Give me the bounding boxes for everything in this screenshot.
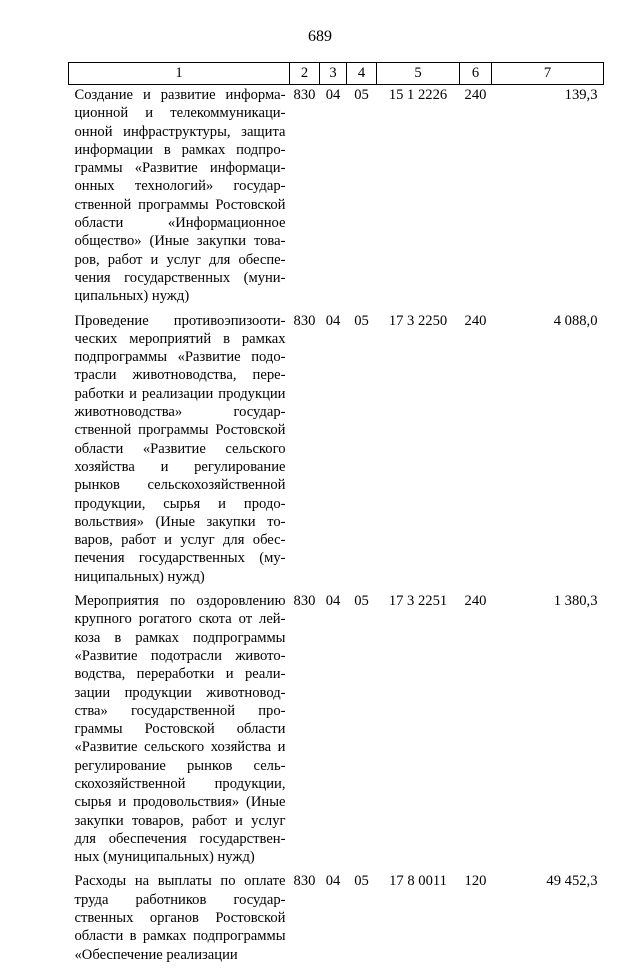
- column-header-3: 3: [320, 63, 347, 85]
- amount: 49 452,3: [546, 873, 598, 890]
- section-code: 04: [325, 87, 341, 103]
- section-code: 04: [325, 593, 341, 610]
- table-header-row: [69, 63, 604, 85]
- column-header-2: 2: [290, 63, 320, 85]
- expense-type-code: 240: [464, 87, 487, 103]
- row-description: Расходы на выплаты по оплате труда работников государственных органов Ростовской области в рамках подпрограммы «Обеспечение реализации: [74, 873, 286, 963]
- subsection-code: 05: [354, 593, 369, 610]
- table-row: [69, 592, 604, 872]
- ministry-code: 830: [293, 312, 316, 329]
- column-header-1: 1: [69, 63, 290, 85]
- amount: 1 380,3: [553, 593, 598, 610]
- row-description: Мероприятия по оздоровлению крупного рогатого скота от лейкоза в рамках подпрограммы «Развитие подотрасли животоводства, переработки и реализации продукции животноводства» государственной программы Ростовской области «Развитие сельского хозяйства и регулирование рынков сельскохозяйственной продукции, сырья и продовольствия» (Иные закупки товаров, работ и услуг для обеспечения государственных (муниципальных) нужд): [74, 593, 286, 866]
- expense-type-code: 240: [464, 312, 487, 329]
- table-row: [69, 312, 604, 592]
- target-article-code: 17 8 0011: [389, 873, 447, 890]
- subsection-code: 05: [354, 312, 369, 329]
- ministry-code: 830: [293, 593, 316, 610]
- section-code: 04: [325, 312, 341, 329]
- target-article-code: 17 3 2251: [388, 593, 448, 610]
- amount: 4 088,0: [553, 312, 598, 329]
- table-row: [69, 872, 604, 969]
- ministry-code: 830: [293, 87, 316, 103]
- subsection-code: 05: [354, 87, 369, 103]
- table-row: [69, 85, 604, 312]
- ministry-code: 830: [293, 873, 316, 890]
- budget-table: [68, 62, 604, 970]
- page-number: 689: [308, 28, 332, 45]
- expense-type-code: 120: [464, 873, 487, 890]
- target-article-code: 15 1 2226: [388, 87, 448, 103]
- expense-type-code: 240: [464, 593, 487, 610]
- row-description: Создание и развитие информационной и телекоммуникационной инфраструктуры, защита информации в рамках подпрограммы «Развитие информационных технологий» государственной программы Ростовской области «Информационное общество» (Иные закупки товаров, работ и услуг для обеспечения государственных (муниципальных) нужд): [74, 87, 286, 305]
- subsection-code: 05: [354, 873, 369, 890]
- column-header-7: 7: [492, 63, 604, 85]
- target-article-code: 17 3 2250: [388, 312, 448, 329]
- column-header-6: 6: [460, 63, 492, 85]
- amount: 139,3: [564, 87, 598, 103]
- section-code: 04: [325, 873, 341, 890]
- column-header-4: 4: [347, 63, 377, 85]
- column-header-5: 5: [377, 63, 460, 85]
- row-description: Проведение противоэпизоотических мероприятий в рамках подпрограммы «Развитие подотрасли животноводства, переработки и реализации продукции животноводства» государственной программы Ростовской области «Развитие сельского хозяйства и регулирование рынков сельскохозяйственной продукции, сырья и продовольствия» (Иные закупки товаров, работ и услуг для обеспечения государственных (муниципальных) нужд): [74, 312, 286, 585]
